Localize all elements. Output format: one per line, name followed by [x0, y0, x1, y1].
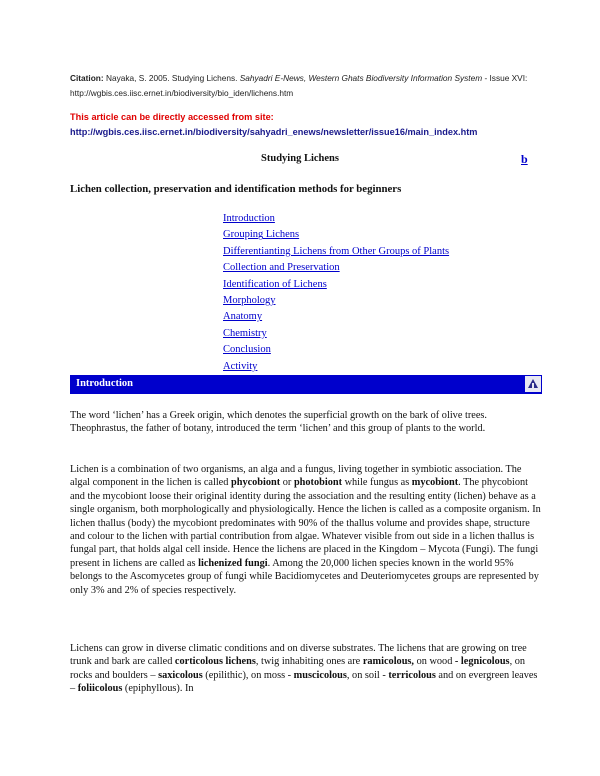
text-run: or [280, 477, 294, 489]
text-run: on wood [414, 656, 455, 668]
bold-term: lichenized fungi [198, 557, 268, 569]
toc-link-introduction[interactable]: Introduction [223, 213, 275, 224]
paragraph-3 [70, 642, 542, 696]
text-run: , on rocks and boulders – [70, 656, 526, 681]
section-title: Introduction [76, 378, 133, 389]
bold-term: mycobiont [411, 477, 459, 489]
toc-link-differentiating[interactable]: Differentianting Lichens from Other Groups of Plants [223, 245, 450, 257]
toc-link-chemistry[interactable]: Chemistry [223, 327, 267, 339]
bold-term: foliicolous [77, 683, 123, 695]
bold-term: photobiont [293, 477, 343, 489]
citation-issue: - Issue XVI: http://wgbis.ces.iisc.ernet.in/biodiversity/bio_iden/lichens.htm [70, 73, 528, 98]
bold-term: ramicolous, [362, 656, 415, 668]
bold-term: phycobiont [230, 477, 281, 489]
citation-text: Nayaka, S. 2005. Studying Lichens. [105, 73, 238, 83]
up-arrow-icon[interactable] [525, 376, 541, 392]
text-run: (epiphyllous). In [122, 683, 194, 695]
text-run: , twig inhabiting ones are [255, 656, 363, 668]
toc-link-morphology[interactable]: Morphology [223, 295, 276, 307]
toc-link-collection[interactable]: Collection and Preservation [223, 262, 340, 274]
text-run: and on evergreen leaves – [70, 669, 538, 695]
citation-label: Citation: [70, 73, 104, 83]
access-url-link[interactable]: http://wgbis.ces.iisc.ernet.in/biodiversity/sahyadri_enews/newsletter/issue16/main_index.htm [70, 127, 478, 137]
bold-term: muscicolous [293, 669, 347, 681]
text-run: . The phycobiont and the mycobiont loose their original identity during the association and the resulting entity (lichen) behave as a single organism, both morphologically and physiologically. Hence the lichen is called as a composite organism. In lichen thallus (body) the mycobiont predominates with 90% of the thallus volume and provides shape, structure and colour to the lichen with partial contribution from algae. Whatever visible from out side in a lichen thallus is fungal part, that holds algal cell inside. Hence the lichens are placed in the Kingdom – Mycota (Fungi). The fungi present in lichens are called as [70, 477, 541, 569]
text-run: , on soil - [346, 669, 389, 681]
toc-link-anatomy[interactable]: Anatomy [223, 311, 263, 323]
toc-link-grouping-lichens[interactable]: Grouping Lichens [223, 229, 300, 241]
section-header-bar [70, 375, 542, 394]
text-run: while fungus as [342, 477, 412, 489]
access-note-text: This article can be directly accessed from site: [70, 112, 274, 122]
citation [70, 71, 540, 101]
text-run: . Among the 20,000 lichen species known in the world 95% belongs to the Ascomycetes group of fungi while Bacidiomycetes and Deuteriomycetes groups are represented by only 3% and 2% of species respectively. [70, 557, 539, 596]
toc-link-activity[interactable]: Activity [223, 360, 258, 372]
bold-term: corticolous lichens [174, 656, 256, 668]
text-run: Lichens can grow in diverse climatic conditions and on diverse substrates. The lichens that are growing on tree trunk and bark are called [70, 643, 527, 668]
top-link[interactable]: b [521, 152, 528, 166]
access-note [70, 110, 540, 140]
citation-journal: Sahyadri E-News, Western Ghats Biodiversity Information System [239, 73, 483, 83]
paragraph-1 [70, 409, 542, 436]
text-run: (epilithic), on moss - [202, 669, 294, 681]
bold-term: saxicolous [158, 669, 203, 681]
table-of-contents [223, 211, 449, 375]
article-subtitle: Lichen collection, preservation and identification methods for beginners [70, 183, 402, 195]
toc-link-conclusion[interactable]: Conclusion [223, 344, 271, 356]
toc-link-identification[interactable]: Identification of Lichens [223, 278, 327, 290]
text-run: The word ‘lichen’ has a Greek origin, which denotes the superficial growth on the bark of olive trees. Theophrastus, the father of botany, introduced the term ‘lichen’ and this group of plants to the world. [70, 410, 487, 435]
paragraph-2 [70, 463, 542, 597]
text-run: Lichen is a combination of two organisms, an alga and a fungus, living together in symbiotic association. The algal component in the lichen is called [70, 464, 522, 489]
up-arrow-glyph [527, 378, 539, 390]
bold-term: - legnicolous [454, 656, 510, 668]
article-title: Studying Lichens [261, 153, 339, 164]
bold-term: terricolous [388, 669, 436, 681]
